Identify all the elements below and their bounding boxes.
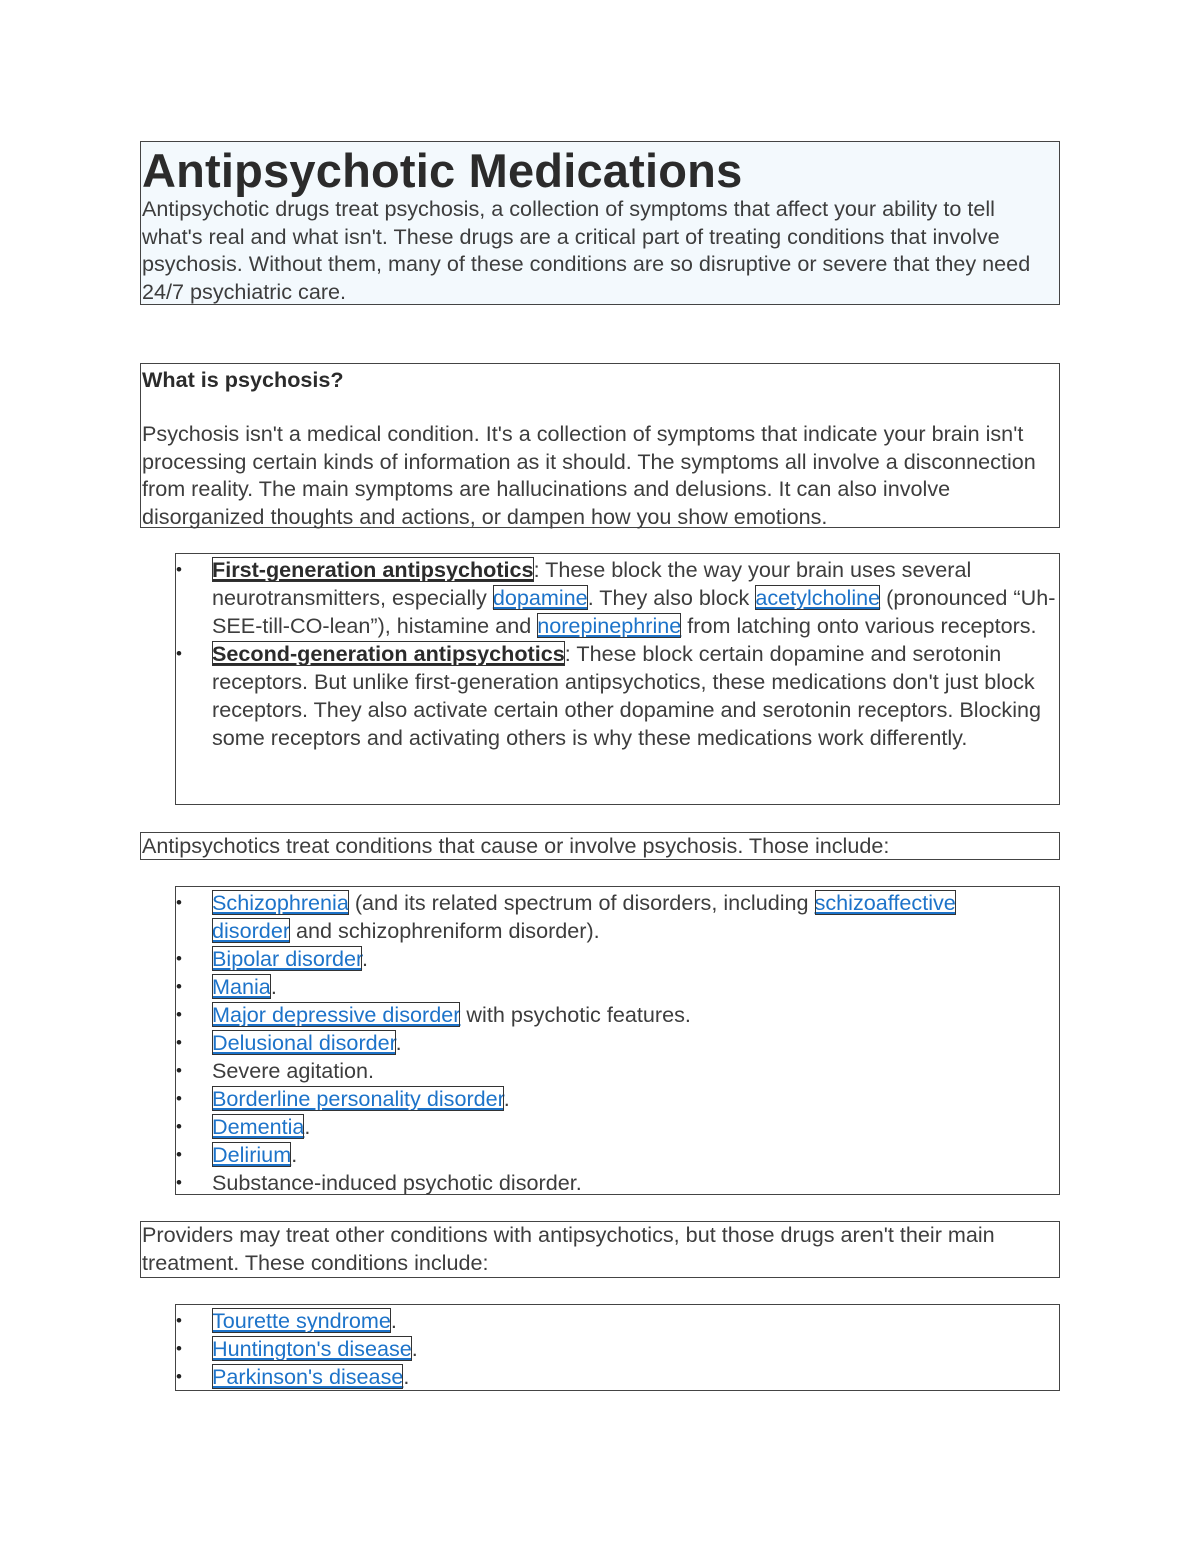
condition-text: . [362,946,369,971]
condition-link[interactable]: Delirium [212,1142,292,1167]
condition-link[interactable]: Bipolar disorder [212,946,363,971]
list-item [176,1029,1059,1057]
acetylcholine-link[interactable]: acetylcholine [755,585,881,610]
psychosis-heading: What is psychosis? [142,367,344,392]
bullet-icon: • [176,1339,182,1358]
condition-link[interactable]: Huntington's disease [212,1336,412,1361]
bullet-icon: • [176,1061,182,1080]
condition-link[interactable]: Parkinson's disease [212,1364,404,1389]
bullet-icon: • [176,644,182,663]
other-intro-box [140,1221,1060,1278]
condition-text: . [503,1086,510,1111]
conditions-intro-box [140,832,1060,860]
second-generation-term[interactable]: Second-generation antipsychotics [212,641,565,666]
title-section [140,141,1060,305]
first-generation-text-4: from latching onto various receptors. [681,613,1037,638]
bullet-icon: • [176,1005,182,1024]
schizophrenia-link[interactable]: Schizophrenia [212,890,349,915]
condition-text: with psychotic features. [460,1002,691,1027]
conditions-intro: Antipsychotics treat conditions that cause or involve psychosis. Those include: [142,833,890,858]
list-item [176,1085,1059,1113]
first-generation-text-3: (pronounced “Uh-SEE-till-CO-lean”), histamine and [212,585,1056,638]
psychosis-section [140,363,1060,528]
list-item [176,1141,1059,1169]
list-item-first-generation [176,556,1059,640]
condition-link[interactable]: Dementia [212,1114,305,1139]
first-generation-text-2: . They also block [587,585,756,610]
other-list-box [175,1304,1060,1391]
first-generation-text-1: : These block the way your brain uses several neurotransmitters, especially [212,557,972,610]
other-list [176,1307,1059,1391]
condition-link[interactable]: Major depressive disorder [212,1002,461,1027]
condition-text: . [270,974,277,999]
bullet-icon: • [176,1173,182,1192]
other-intro: Providers may treat other conditions with antipsychotics, but those drugs aren't their main treatment. These conditions include: [142,1222,995,1275]
generations-list [176,556,1059,752]
condition-text: . [395,1030,402,1055]
condition-text: . [291,1142,298,1167]
bullet-icon: • [176,893,182,912]
condition-link[interactable]: Delusional disorder [212,1030,396,1055]
list-item [176,1057,1059,1085]
condition-link[interactable]: Tourette syndrome [212,1308,391,1333]
bullet-icon: • [176,1089,182,1108]
list-item [176,1307,1059,1335]
bullet-icon: • [176,949,182,968]
condition-text: Severe agitation. [212,1058,375,1083]
list-item [176,945,1059,973]
second-generation-text: : These block certain dopamine and serotonin receptors. But unlike first-generation antipsychotics, these medications don't just block receptors. They also activate certain other dopamine and serotonin receptors. Blocking some receptors and activating others is why these medications work differently. [212,641,1042,750]
list-item [176,1363,1059,1391]
condition-link[interactable]: Mania [212,974,271,999]
psychosis-paragraph: Psychosis isn't a medical condition. It's a collection of symptoms that indicate your brain isn't processing certain kinds of information as it should. The symptoms all involve a disconnection from reality. The main symptoms are hallucinations and delusions. It can also involve disorganized thoughts and actions, or dampen how you show emotions. [142,421,1036,529]
condition-link[interactable]: Borderline personality disorder [212,1086,504,1111]
list-item [176,1335,1059,1363]
list-item [176,1113,1059,1141]
bullet-icon: • [176,1367,182,1386]
generations-list-box [175,553,1060,805]
conditions-list [176,889,1059,1197]
first-generation-term[interactable]: First-generation antipsychotics [212,557,534,582]
bullet-icon: • [176,1145,182,1164]
list-item [176,889,1059,945]
conditions-list-box [175,886,1060,1195]
list-item [176,1001,1059,1029]
bullet-icon: • [176,1311,182,1330]
condition-text: Substance-induced psychotic disorder. [212,1170,582,1195]
norepinephrine-link[interactable]: norepinephrine [537,613,682,638]
list-item [176,973,1059,1001]
condition-text: . [403,1364,410,1389]
bullet-icon: • [176,1033,182,1052]
intro-paragraph: Antipsychotic drugs treat psychosis, a collection of symptoms that affect your ability to tell what's real and what isn't. These drugs are a critical part of treating conditions that involve psychosis. Without them, many of these conditions are so disruptive or severe that they need 24/7 psychiatric care. [142,196,1031,304]
page-title: Antipsychotic Medications [142,144,743,197]
list-item [176,1169,1059,1197]
schizo-text-1: (and its related spectrum of disorders, including [348,890,815,915]
condition-text: . [304,1114,311,1139]
bullet-icon: • [176,560,182,579]
schizoaffective-link-cont[interactable]: disorder [212,918,291,943]
dopamine-link[interactable]: dopamine [492,585,588,610]
bullet-icon: • [176,977,182,996]
condition-text: . [411,1336,418,1361]
condition-text: . [390,1308,397,1333]
list-item-second-generation [176,640,1059,752]
bullet-icon: • [176,1117,182,1136]
schizo-text-2: and schizophreniform disorder). [290,918,600,943]
schizoaffective-link[interactable]: schizoaffective [814,890,956,915]
